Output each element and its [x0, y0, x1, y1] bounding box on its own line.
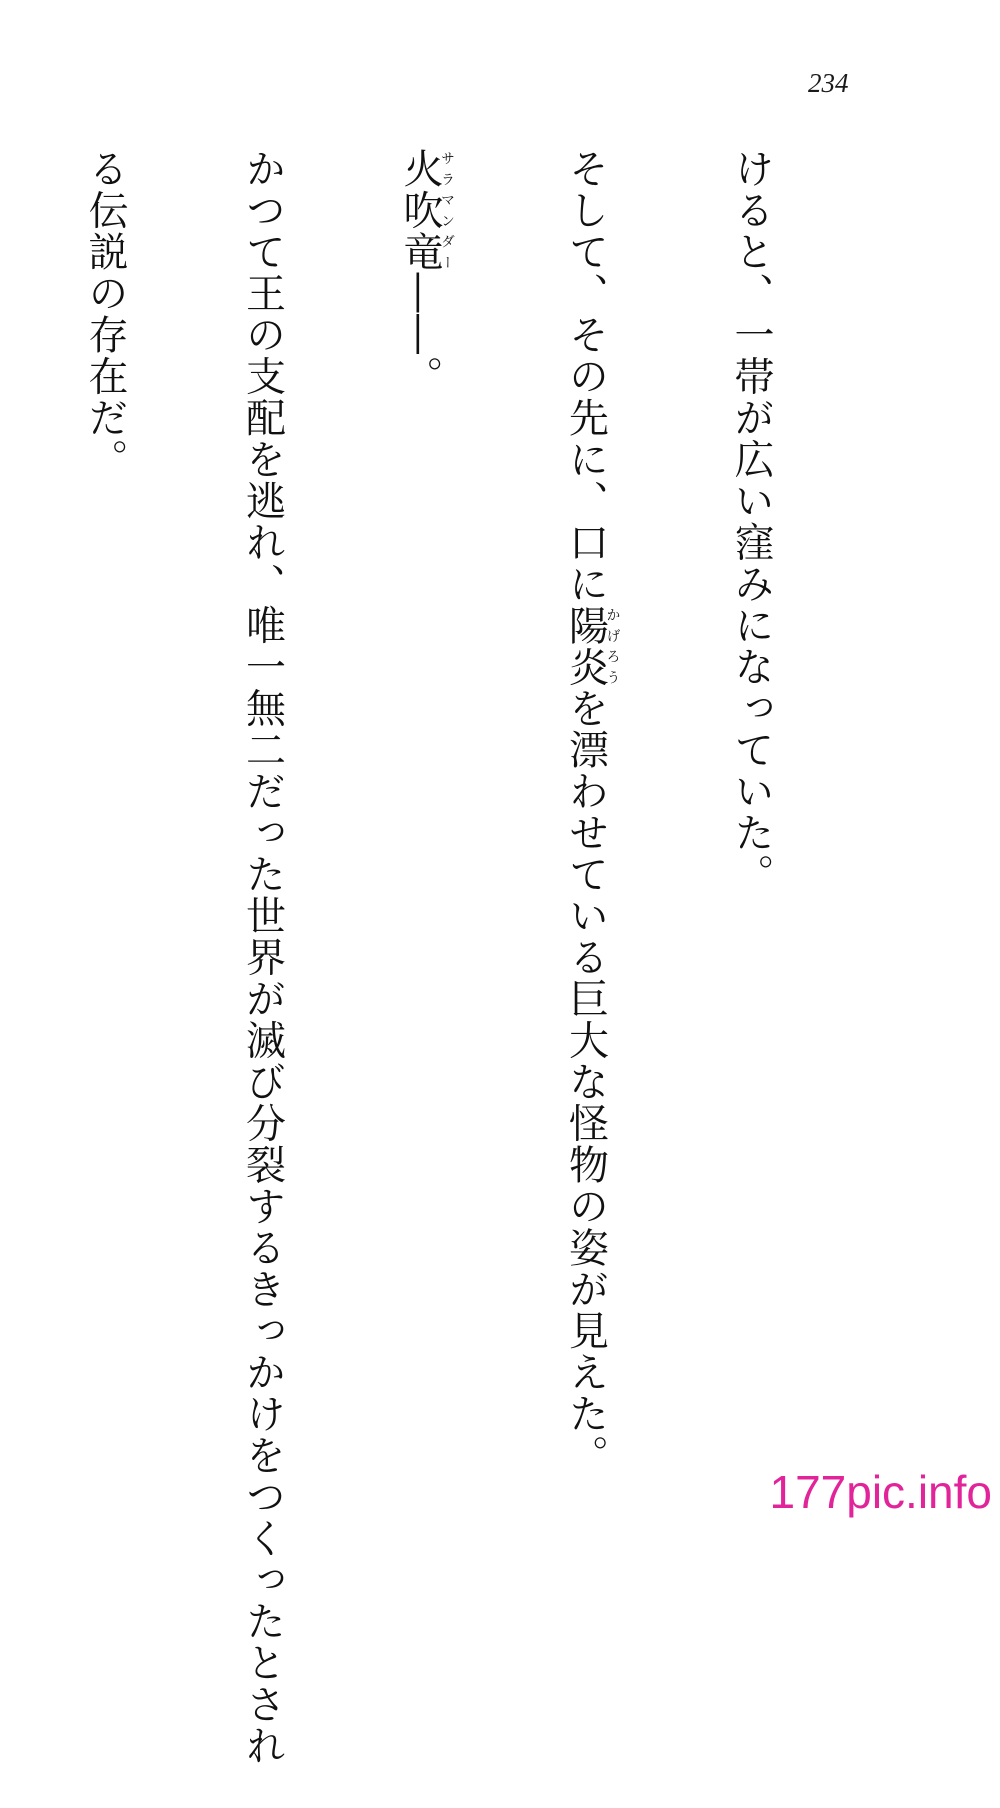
text-line-ruby-salamander — [394, 148, 455, 1398]
ruby-base: 陽炎 — [562, 604, 609, 688]
text-line: かつて王の支配を逃れ、唯一無二だった世界が滅び分裂するきっかけをつくったとされ — [239, 148, 286, 1767]
watermark: 177pic.info — [769, 1466, 992, 1518]
text-line-ruby-kagerou — [559, 148, 621, 1476]
text-line: けると、一帯が広い窪みになっていた。 — [728, 148, 774, 895]
text-segment: を漂わせている巨大な怪物の姿が見えた。 — [562, 687, 609, 1476]
ruby-salamander — [397, 148, 455, 273]
text-segment: そして、その先に、口に — [562, 148, 609, 605]
ruby-reading: かげろう — [604, 604, 621, 688]
ruby-kagerou — [562, 604, 621, 688]
page-number: 234 — [808, 68, 849, 98]
ruby-base: 火吹竜 — [397, 148, 443, 273]
ruby-reading: サラマンダー — [439, 148, 455, 273]
text-segment: ――。 — [397, 272, 443, 397]
text-line: る伝説の存在だ。 — [82, 148, 128, 480]
